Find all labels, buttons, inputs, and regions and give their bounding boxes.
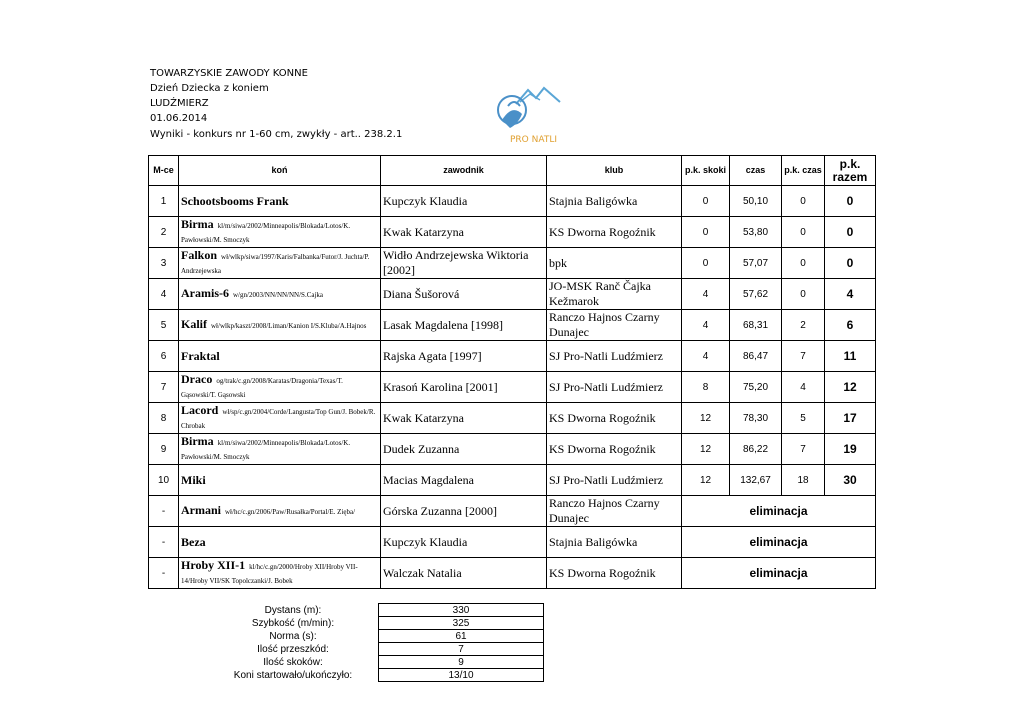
stat-value: 13/10 <box>379 669 544 682</box>
club-cell: SJ Pro-Natli Ludźmierz <box>547 372 682 403</box>
horse-name: Beza <box>181 535 206 549</box>
pk-time-cell: 5 <box>782 403 825 434</box>
horse-info: kl/m/siwa/2002/Minneapolis/Blokada/Lotos/K. Pawłowski/M. Smoczyk <box>181 439 351 461</box>
table-row <box>149 310 876 341</box>
col-club-header: klub <box>547 156 682 186</box>
horse-info: wł/hc/c.gn/2006/Paw/Rusałka/Portal/E. Zięba/ <box>225 508 356 516</box>
pk-time-cell: 2 <box>782 310 825 341</box>
stat-label: Dystans (m): <box>264 604 322 616</box>
pk-total-cell: 6 <box>825 310 876 341</box>
pk-total-cell: 4 <box>825 279 876 310</box>
horse-name: Schootsbooms Frank <box>181 194 289 208</box>
horse-cell <box>179 403 381 434</box>
club-cell: JO-MSK Ranč Čajka Kežmarok <box>547 279 682 310</box>
horse-name: Aramis-6 <box>181 286 229 300</box>
stat-value: 7 <box>379 643 544 656</box>
stat-row <box>208 630 544 643</box>
stat-row <box>208 617 544 630</box>
logo-text: PRO NATLI <box>510 135 557 145</box>
time-cell: 68,31 <box>730 310 782 341</box>
table-row <box>149 217 876 248</box>
rider-cell: Kwak Katarzyna <box>381 403 547 434</box>
pk-time-cell: 0 <box>782 279 825 310</box>
rank-cell: 4 <box>149 279 179 310</box>
pk-total-cell: 0 <box>825 186 876 217</box>
eliminated-cell: eliminacja <box>682 527 876 558</box>
eliminated-cell: eliminacja <box>682 496 876 527</box>
stat-value: 9 <box>379 656 544 669</box>
col-pk-time-header: p.k. czas <box>782 156 825 186</box>
pk-total-cell: 12 <box>825 372 876 403</box>
time-cell: 132,67 <box>730 465 782 496</box>
event-subtitle: Dzień Dziecka z koniem <box>150 83 269 94</box>
pk-time-cell: 7 <box>782 434 825 465</box>
pk-total-cell: 30 <box>825 465 876 496</box>
rank-cell: 10 <box>149 465 179 496</box>
table-row <box>149 558 876 589</box>
col-horse-header: koń <box>179 156 381 186</box>
horse-cell <box>179 341 381 372</box>
table-row <box>149 403 876 434</box>
stat-label: Koni startowało/ukończyło: <box>233 669 353 681</box>
time-cell: 50,10 <box>730 186 782 217</box>
horse-cell <box>179 527 381 558</box>
horse-cell <box>179 496 381 527</box>
rank-cell: 1 <box>149 186 179 217</box>
competition-title: Wyniki - konkurs nr 1-60 cm, zwykły - art.. 238.2.1 <box>150 129 403 140</box>
rider-cell: Macias Magdalena <box>381 465 547 496</box>
table-row <box>149 279 876 310</box>
pk-time-cell: 18 <box>782 465 825 496</box>
pk-time-cell: 7 <box>782 341 825 372</box>
horse-info: og/trak/c.gn/2008/Karatas/Dragonia/Texas/T. Gąsowski/T. Gąsowski <box>181 377 343 399</box>
club-cell: SJ Pro-Natli Ludźmierz <box>547 341 682 372</box>
horse-name: Kalif <box>181 317 207 331</box>
club-cell: KS Dworna Rogoźnik <box>547 403 682 434</box>
pk-jumps-cell: 12 <box>682 403 730 434</box>
horse-name: Birma <box>181 434 214 448</box>
pk-total-cell: 0 <box>825 248 876 279</box>
stat-label: Norma (s): <box>269 630 317 642</box>
club-cell: Stajnia Baligówka <box>547 527 682 558</box>
horse-name: Draco <box>181 372 213 386</box>
rank-cell: - <box>149 558 179 589</box>
col-rider-header: zawodnik <box>381 156 547 186</box>
horse-cell <box>179 279 381 310</box>
horse-name: Fraktal <box>181 349 220 363</box>
rider-cell: Rajska Agata [1997] <box>381 341 547 372</box>
pk-jumps-cell: 12 <box>682 465 730 496</box>
table-row <box>149 248 876 279</box>
col-rank-header: M-ce <box>149 156 179 186</box>
horse-name: Miki <box>181 473 206 487</box>
table-row <box>149 341 876 372</box>
club-cell: Ranczo Hajnos Czarny Dunajec <box>547 310 682 341</box>
horse-cell <box>179 558 381 589</box>
event-title: TOWARZYSKIE ZAWODY KONNE <box>150 68 308 79</box>
rider-cell: Widło Andrzejewska Wiktoria [2002] <box>381 248 547 279</box>
horse-info: kl/m/siwa/2002/Minneapolis/Blokada/Lotos/K. Pawłowski/M. Smoczyk <box>181 222 351 244</box>
pk-jumps-cell: 12 <box>682 434 730 465</box>
col-pk-jumps-header: p.k. skoki <box>682 156 730 186</box>
rank-cell: - <box>149 527 179 558</box>
horse-info: wł/sp/c.gn/2004/Corde/Langusta/Top Gun/J. Bobek/R. Chrobak <box>181 408 376 430</box>
stat-value: 325 <box>379 617 544 630</box>
event-date: 01.06.2014 <box>150 113 208 124</box>
stat-row <box>208 643 544 656</box>
rider-cell: Kupczyk Klaudia <box>381 186 547 217</box>
rank-cell: 7 <box>149 372 179 403</box>
col-pk-total-header: p.k. razem <box>825 156 876 186</box>
horse-name: Lacord <box>181 403 219 417</box>
horse-info: w/gn/2003/NN/NN/NN/S.Cajka <box>233 291 324 299</box>
pk-jumps-cell: 4 <box>682 279 730 310</box>
time-cell: 53,80 <box>730 217 782 248</box>
horse-name: Falkon <box>181 248 218 262</box>
pk-time-cell: 0 <box>782 217 825 248</box>
rank-cell: 8 <box>149 403 179 434</box>
rank-cell: 9 <box>149 434 179 465</box>
rider-cell: Dudek Zuzanna <box>381 434 547 465</box>
stat-value: 330 <box>379 604 544 617</box>
rider-cell: Lasak Magdalena [1998] <box>381 310 547 341</box>
horse-name: Hroby XII-1 <box>181 558 246 572</box>
table-row <box>149 434 876 465</box>
event-location: LUDŹMIERZ <box>150 98 209 109</box>
rider-cell: Kupczyk Klaudia <box>381 527 547 558</box>
table-row <box>149 496 876 527</box>
horse-cell <box>179 310 381 341</box>
time-cell: 75,20 <box>730 372 782 403</box>
pk-total-cell: 0 <box>825 217 876 248</box>
horse-cell <box>179 248 381 279</box>
course-stats <box>208 603 544 682</box>
club-cell: KS Dworna Rogoźnik <box>547 217 682 248</box>
stat-label: Ilość przeszkód: <box>257 643 329 655</box>
horse-info: kl/hc/c.gn/2000/Hroby XII/Hroby VII-14/Hroby VII/SK Topolczanki/J. Bobek <box>181 563 358 585</box>
pk-time-cell: 0 <box>782 248 825 279</box>
results-table <box>148 155 876 589</box>
rider-cell: Krasoń Karolina [2001] <box>381 372 547 403</box>
club-cell: KS Dworna Rogoźnik <box>547 558 682 589</box>
rider-cell: Górska Zuzanna [2000] <box>381 496 547 527</box>
club-cell: KS Dworna Rogoźnik <box>547 434 682 465</box>
stat-row <box>208 669 544 682</box>
rank-cell: 3 <box>149 248 179 279</box>
pk-time-cell: 4 <box>782 372 825 403</box>
time-cell: 57,62 <box>730 279 782 310</box>
stat-value: 61 <box>379 630 544 643</box>
col-time-header: czas <box>730 156 782 186</box>
table-row <box>149 465 876 496</box>
club-cell: bpk <box>547 248 682 279</box>
club-cell: SJ Pro-Natli Ludźmierz <box>547 465 682 496</box>
horse-info: wł/wlkp/siwa/1997/Karis/Falbanka/Futor/J. Juchta/P. Andrzejewska <box>181 253 370 275</box>
table-row <box>149 527 876 558</box>
table-row <box>149 372 876 403</box>
rank-cell: 2 <box>149 217 179 248</box>
pk-total-cell: 17 <box>825 403 876 434</box>
horse-name: Birma <box>181 217 214 231</box>
eliminated-cell: eliminacja <box>682 558 876 589</box>
pk-jumps-cell: 4 <box>682 310 730 341</box>
rider-cell: Walczak Natalia <box>381 558 547 589</box>
pk-jumps-cell: 8 <box>682 372 730 403</box>
rank-cell: 6 <box>149 341 179 372</box>
club-cell: Ranczo Hajnos Czarny Dunajec <box>547 496 682 527</box>
rank-cell: - <box>149 496 179 527</box>
horse-cell <box>179 186 381 217</box>
pk-jumps-cell: 0 <box>682 217 730 248</box>
horse-info: wł/wlkp/kaszt/2008/Liman/Kanion I/S.Kluba/A.Hajnos <box>211 322 367 330</box>
pk-time-cell: 0 <box>782 186 825 217</box>
stat-row <box>208 604 544 617</box>
pk-jumps-cell: 0 <box>682 186 730 217</box>
horse-cell <box>179 372 381 403</box>
rider-cell: Kwak Katarzyna <box>381 217 547 248</box>
time-cell: 86,22 <box>730 434 782 465</box>
pk-jumps-cell: 0 <box>682 248 730 279</box>
horse-cell <box>179 217 381 248</box>
pk-total-cell: 19 <box>825 434 876 465</box>
time-cell: 78,30 <box>730 403 782 434</box>
pk-total-cell: 11 <box>825 341 876 372</box>
pk-jumps-cell: 4 <box>682 341 730 372</box>
table-row <box>149 186 876 217</box>
horse-cell <box>179 434 381 465</box>
horse-cell <box>179 465 381 496</box>
horse-name: Armani <box>181 503 221 517</box>
club-cell: Stajnia Baligówka <box>547 186 682 217</box>
pro-natli-logo <box>488 84 570 148</box>
rank-cell: 5 <box>149 310 179 341</box>
time-cell: 57,07 <box>730 248 782 279</box>
time-cell: 86,47 <box>730 341 782 372</box>
table-header-row <box>149 156 876 186</box>
stat-label: Szybkość (m/min): <box>251 617 335 629</box>
rider-cell: Diana Šušorová <box>381 279 547 310</box>
stat-row <box>208 656 544 669</box>
stat-label: Ilość skoków: <box>263 656 323 668</box>
